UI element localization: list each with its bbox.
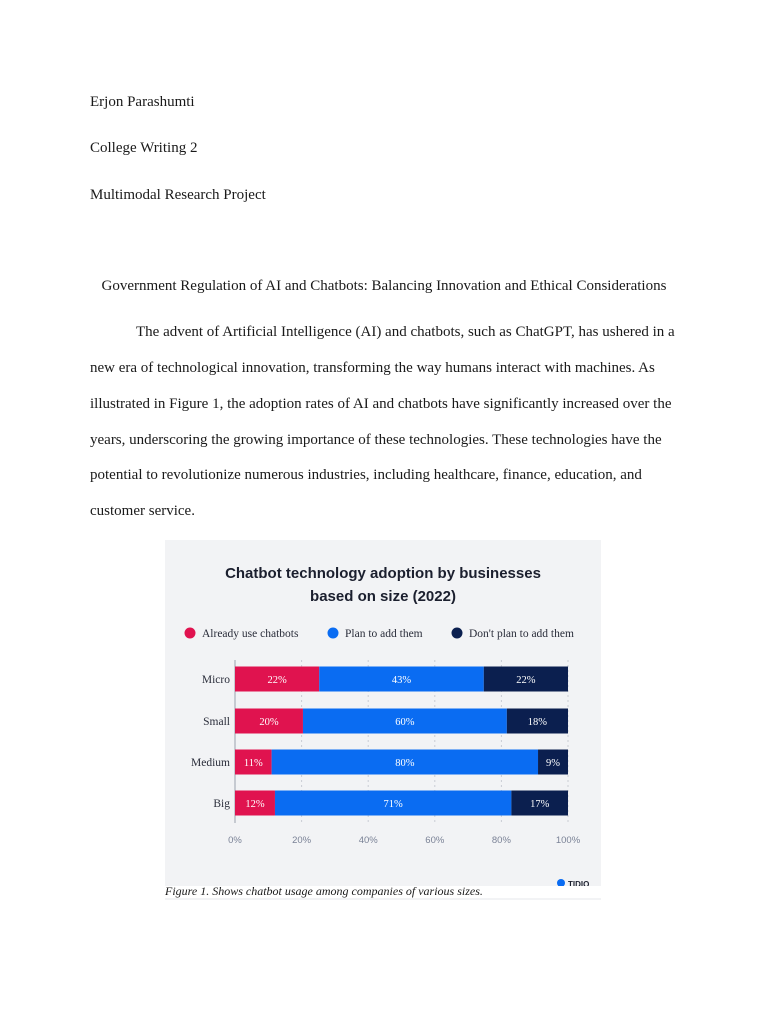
bar-value-label: 17%: [530, 799, 550, 810]
y-category-label: Small: [203, 716, 230, 728]
chart-title: Chatbot technology adoption by businesses: [225, 565, 541, 582]
y-category-label: Medium: [191, 757, 230, 769]
paragraph-line: potential to revolutionize numerous industries, including healthcare, finance, education, and: [90, 467, 642, 483]
paragraph-line: years, underscoring the growing importance of these technologies. These technologies have the: [90, 432, 662, 448]
bar-value-label: 9%: [546, 758, 561, 769]
paragraph-line: customer service.: [90, 503, 195, 519]
bar-value-label: 22%: [267, 675, 287, 686]
y-category-label: Big: [213, 798, 230, 810]
assignment-name: Multimodal Research Project: [90, 187, 266, 203]
bar-value-label: 18%: [527, 717, 548, 728]
legend-label: Don't plan to add them: [469, 628, 574, 640]
course-name: College Writing 2: [90, 140, 198, 156]
bar-value-label: 22%: [516, 675, 536, 686]
paragraph-line: illustrated in Figure 1, the adoption rates of AI and chatbots have significantly increased over the: [90, 396, 672, 412]
brand-logo-icon: [557, 879, 565, 886]
legend-label: Plan to add them: [345, 628, 423, 640]
x-tick-label: 60%: [425, 835, 445, 846]
bar-value-label: 12%: [245, 799, 265, 810]
bar-value-label: 20%: [259, 717, 279, 728]
legend-marker: [452, 628, 463, 639]
brand-logo: TIDIO: [568, 880, 590, 886]
legend-marker: [185, 628, 196, 639]
bar-value-label: 80%: [395, 758, 415, 769]
legend-marker: [328, 628, 339, 639]
paragraph-line: The advent of Artificial Intelligence (AI) and chatbots, such as ChatGPT, has ushered in a: [136, 324, 675, 340]
legend-label: Already use chatbots: [202, 628, 299, 640]
paragraph-line: new era of technological innovation, transforming the way humans interact with machines. As: [90, 360, 655, 376]
x-tick-label: 0%: [228, 835, 242, 846]
chart-subtitle: based on size (2022): [310, 588, 456, 605]
x-tick-label: 80%: [491, 835, 511, 846]
chart-svg: [165, 540, 601, 886]
x-tick-label: 40%: [358, 835, 378, 846]
bar-value-label: 43%: [391, 675, 412, 686]
x-tick-label: 20%: [292, 835, 312, 846]
figure-chart: [165, 540, 601, 886]
y-category-label: Micro: [201, 674, 230, 686]
bar-value-label: 71%: [383, 799, 403, 810]
figure-caption: Figure 1. Shows chatbot usage among companies of various sizes.: [165, 884, 483, 898]
document-title: Government Regulation of AI and Chatbots: Balancing Innovation and Ethical Considerations: [101, 278, 667, 294]
bar-value-label: 60%: [395, 717, 415, 728]
bar-value-label: 11%: [243, 758, 263, 769]
x-tick-label: 100%: [555, 835, 581, 846]
caption-rule: [165, 898, 601, 900]
author-name: Erjon Parashumti: [90, 94, 195, 110]
